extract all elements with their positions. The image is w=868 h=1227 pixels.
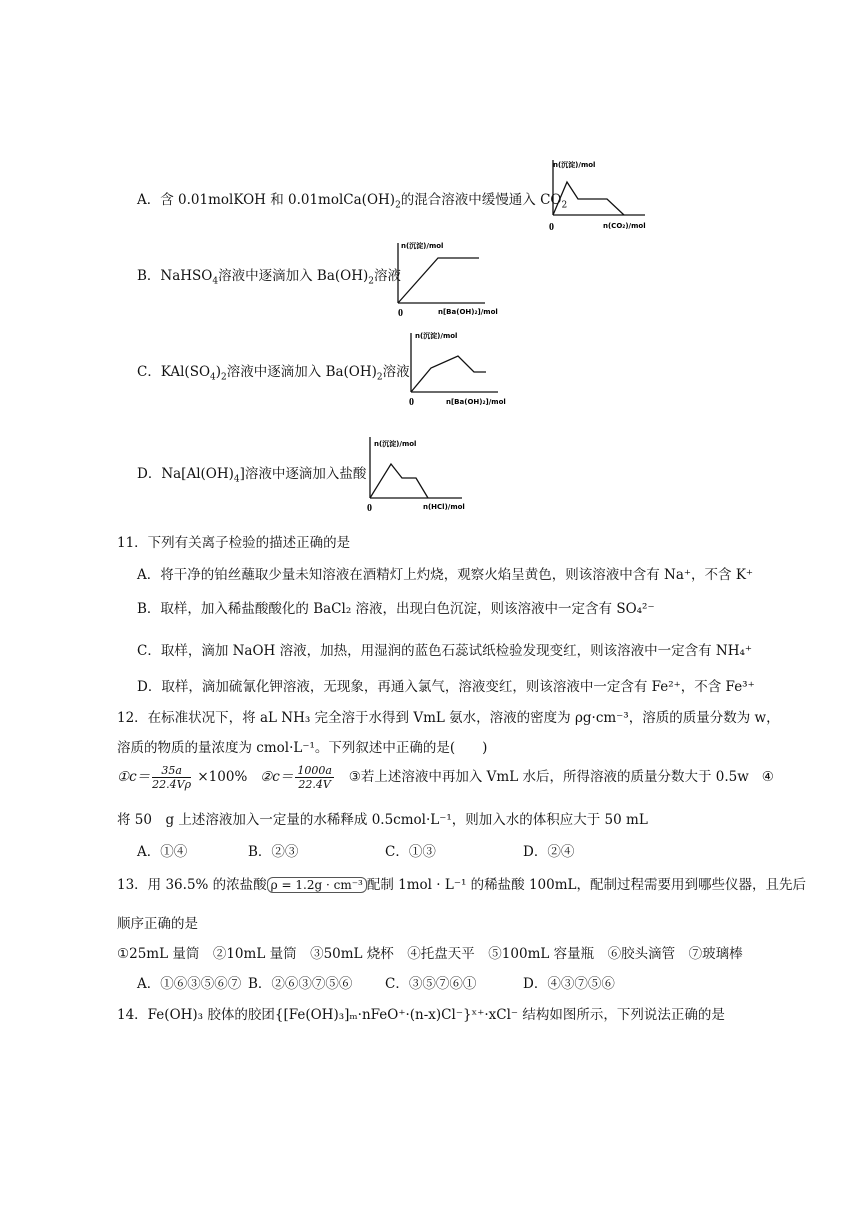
graph-d-zero: 0 — [367, 503, 372, 514]
q12-formulas: ①c＝ $\frac{35a}{22.4V\rho}$ ×100% ②c＝ $\frac{1000a}{22.4V}$ ③若上述溶液中再加入 VmL 水后，所得溶液的质量分数大于 0.5w ④ — [117, 764, 774, 791]
graph-d-ylabel: n(沉淀)/mol — [374, 440, 417, 448]
q13-line2: 顺序正确的是 — [117, 916, 198, 932]
q13-option-a: A．①⑥③⑤⑥⑦ — [137, 976, 242, 992]
q11-stem: 11．下列有关离子检验的描述正确的是 — [117, 535, 351, 551]
q13-line3: ①25mL 量筒 ②10mL 量筒 ③50mL 烧杯 ④托盘天平 ⑤100mL 容量瓶 ⑥胶头滴管 ⑦玻璃棒 — [117, 946, 743, 962]
q10-graph-c — [406, 330, 506, 410]
q13-line1: 13．用 36.5% 的浓盐酸 ρ = 1.2g · cm⁻³ 配制 1mol · L⁻¹ 的稀盐酸 100mL，配制过程需要用到哪些仪器，且先后 — [117, 877, 806, 893]
graph-a-ylabel: n(沉淀)/mol — [553, 161, 596, 169]
q10-option-b-text: B．NaHSO$_4$溶液中逐滴加入 $Ba(OH)_2$溶液 — [137, 268, 401, 287]
graph-a-xlabel: n(CO₂)/mol — [603, 222, 646, 230]
q11-option-d: D．取样，滴加硫氰化钾溶液，无现象，再通入氯气，溶液变红，则该溶液中一定含有 Fe²⁺，不含 Fe³⁺ — [137, 679, 755, 695]
q12-option-a: A．①④ — [137, 844, 188, 860]
graph-b-ylabel: n(沉淀)/mol — [401, 242, 444, 250]
q10-graph-b — [393, 238, 498, 319]
q12-line4: 将 50 g 上述溶液加入一定量的水稀释成 0.5cmol·L⁻¹，则加入水的体积应大于 50 mL — [117, 812, 648, 828]
q12-line2: 溶质的物质的量浓度为 cmol·L⁻¹。下列叙述中正确的是( ) — [117, 740, 488, 756]
graph-c-zero: 0 — [409, 397, 414, 408]
q11-option-a: A．将干净的铂丝蘸取少量未知溶液在酒精灯上灼烧，观察火焰呈黄色，则该溶液中含有 Na⁺，不含 K⁺ — [137, 567, 754, 583]
graph-a-zero: 0 — [549, 222, 554, 233]
q12-option-c: C．①③ — [385, 844, 436, 860]
graph-c-xlabel: n[Ba(OH)₂]/mol — [446, 398, 506, 406]
q13-option-b: B．②⑥③⑦⑤⑥ — [248, 976, 353, 992]
q10-option-c-text: C．$KAl(SO_4)_2$溶液中逐滴加入 $Ba(OH)_2$溶液 — [137, 364, 410, 383]
q12-line1: 12．在标准状况下，将 aL NH₃ 完全溶于水得到 VmL 氨水，溶液的密度为 ρg·cm⁻³，溶质的质量分数为 w， — [117, 710, 780, 726]
q14-stem: 14．Fe(OH)₃ 胶体的胶团{[Fe(OH)₃]ₘ·nFeO⁺·(n-x)Cl⁻}ˣ⁺·xCl⁻ 结构如图所示，下列说法正确的是 — [117, 1007, 725, 1023]
graph-d-xlabel: n(HCl)/mol — [423, 503, 465, 511]
q12-option-d: D．②④ — [523, 844, 575, 860]
q13-density: ρ = 1.2g · cm⁻³ — [267, 877, 367, 893]
q13-option-c: C．③⑤⑦⑥① — [385, 976, 477, 992]
q10-option-d-text: D．$Na[Al(OH)_4]$溶液中逐滴加入盐酸 — [137, 466, 367, 485]
graph-b-xlabel: n[Ba(OH)₂]/mol — [438, 308, 498, 316]
q10-graph-a — [545, 155, 650, 235]
q10-option-a-text: A．含 0.01molKOH 和 $0.01molCa(OH)_2$的混合溶液中缓慢通入 $CO_2$ — [137, 192, 568, 211]
graph-c-ylabel: n(沉淀)/mol — [415, 332, 458, 340]
q13-option-d: D．④③⑦⑤⑥ — [523, 976, 615, 992]
graph-b-zero: 0 — [398, 308, 403, 319]
q12-option-b: B．②③ — [248, 844, 299, 860]
q11-option-c: C．取样，滴加 NaOH 溶液，加热，用湿润的蓝色石蕊试纸检验发现变红，则该溶液中一定含有 NH₄⁺ — [137, 643, 753, 659]
q11-option-b: B．取样，加入稀盐酸酸化的 BaCl₂ 溶液，出现白色沉淀，则该溶液中一定含有 SO₄²⁻ — [137, 601, 655, 617]
q10-graph-d — [365, 432, 470, 517]
